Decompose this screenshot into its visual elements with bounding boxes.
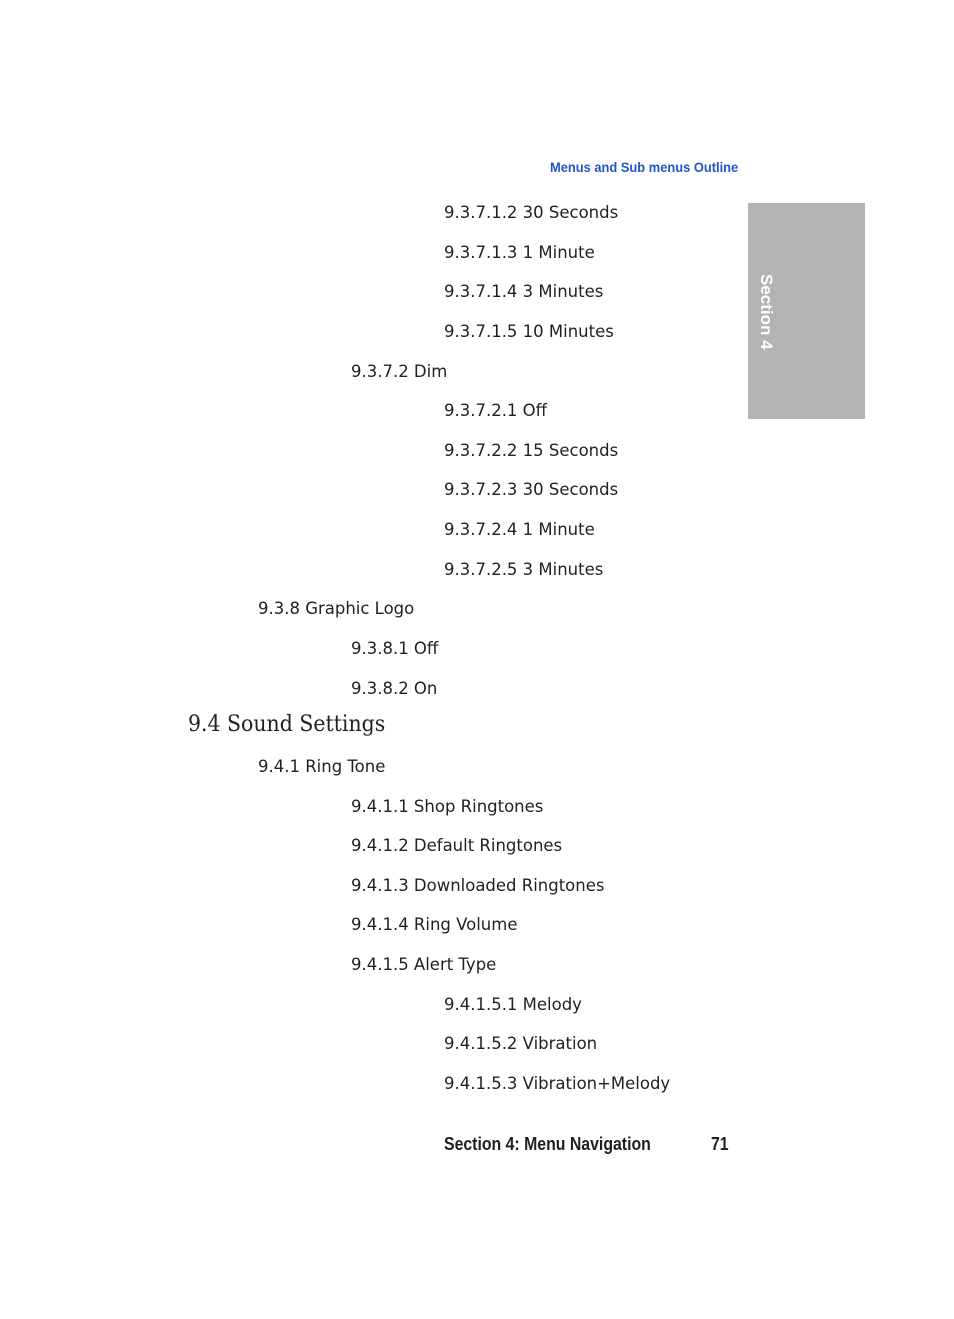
page-number: 71 bbox=[711, 1134, 729, 1154]
running-header-title: Menus and Sub menus Outline bbox=[550, 159, 739, 175]
menu-item: 9.3.7.2.4 1 Minute bbox=[444, 520, 595, 540]
menu-item: 9.3.8.2 On bbox=[351, 679, 438, 699]
menu-item: 9.3.7.1.5 10 Minutes bbox=[444, 322, 614, 342]
menu-item: 9.3.8.1 Off bbox=[351, 639, 439, 659]
menu-item: 9.4.1.5.3 Vibration+Melody bbox=[444, 1074, 671, 1094]
section-heading: 9.4 Sound Settings bbox=[188, 712, 386, 737]
menu-item: 9.4.1.5.2 Vibration bbox=[444, 1034, 598, 1054]
menu-item: 9.4.1.5 Alert Type bbox=[351, 955, 497, 975]
menu-item: 9.4.1.1 Shop Ringtones bbox=[351, 797, 544, 817]
menu-item: 9.3.7.1.2 30 Seconds bbox=[444, 203, 619, 223]
menu-item: 9.4.1.4 Ring Volume bbox=[351, 915, 518, 935]
menu-item: 9.4.1.2 Default Ringtones bbox=[351, 836, 563, 856]
section-tab-label: Section 4 bbox=[757, 274, 776, 350]
menu-item: 9.3.7.2.2 15 Seconds bbox=[444, 441, 619, 461]
menu-item: 9.4.1.3 Downloaded Ringtones bbox=[351, 876, 605, 896]
menu-item: 9.3.7.2.5 3 Minutes bbox=[444, 560, 604, 580]
menu-item: 9.3.8 Graphic Logo bbox=[258, 599, 415, 619]
menu-item: 9.4.1.5.1 Melody bbox=[444, 995, 582, 1015]
menu-item: 9.3.7.2.3 30 Seconds bbox=[444, 480, 619, 500]
menu-item: 9.3.7.2.1 Off bbox=[444, 401, 548, 421]
menu-item: 9.3.7.1.3 1 Minute bbox=[444, 243, 595, 263]
menu-item: 9.3.7.2 Dim bbox=[351, 362, 448, 382]
menu-item: 9.3.7.1.4 3 Minutes bbox=[444, 282, 604, 302]
menu-item: 9.4.1 Ring Tone bbox=[258, 757, 386, 777]
footer-section-title: Section 4: Menu Navigation bbox=[444, 1134, 651, 1154]
